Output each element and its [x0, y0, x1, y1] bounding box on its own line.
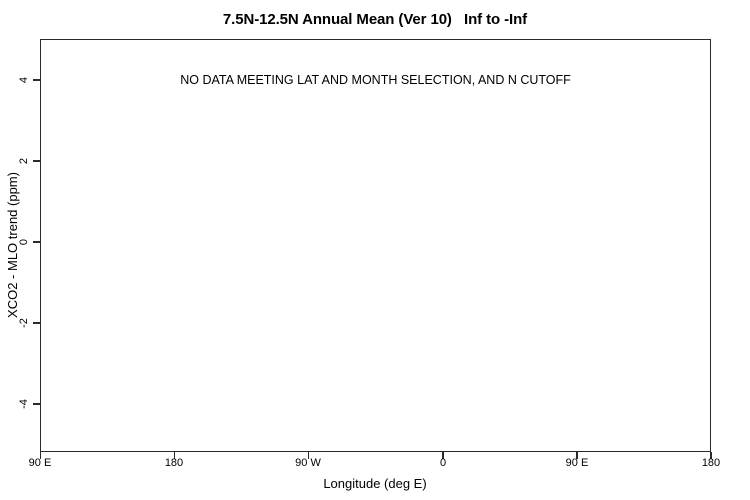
y-tick-mark	[33, 403, 40, 405]
y-tick-mark	[33, 79, 40, 81]
y-tick-label: 4	[18, 76, 30, 84]
chart-title: 7.5N-12.5N Annual Mean (Ver 10) Inf to -Inf	[222, 11, 528, 28]
y-tick-label: -4	[18, 399, 30, 409]
x-axis-label: Longitude (deg E)	[323, 476, 427, 491]
y-tick-label: 0	[18, 238, 30, 246]
x-tick-label: 180	[701, 457, 721, 469]
x-tick-label: 180	[164, 457, 184, 469]
y-axis-label: XCO2 - MLO trend (ppm)	[5, 172, 20, 318]
y-tick-label: 2	[18, 157, 30, 165]
no-data-message: NO DATA MEETING LAT AND MONTH SELECTION, AND N CUTOFF	[180, 73, 571, 87]
x-tick-label: 90 W	[295, 457, 321, 469]
x-tick-label: 0	[439, 457, 447, 469]
plot-area	[40, 39, 711, 452]
y-tick-mark	[33, 160, 40, 162]
y-tick-label: -2	[18, 318, 30, 328]
y-tick-mark	[33, 241, 40, 243]
x-tick-label: 90 E	[28, 457, 52, 469]
x-tick-label: 90 E	[565, 457, 589, 469]
y-tick-mark	[33, 322, 40, 324]
